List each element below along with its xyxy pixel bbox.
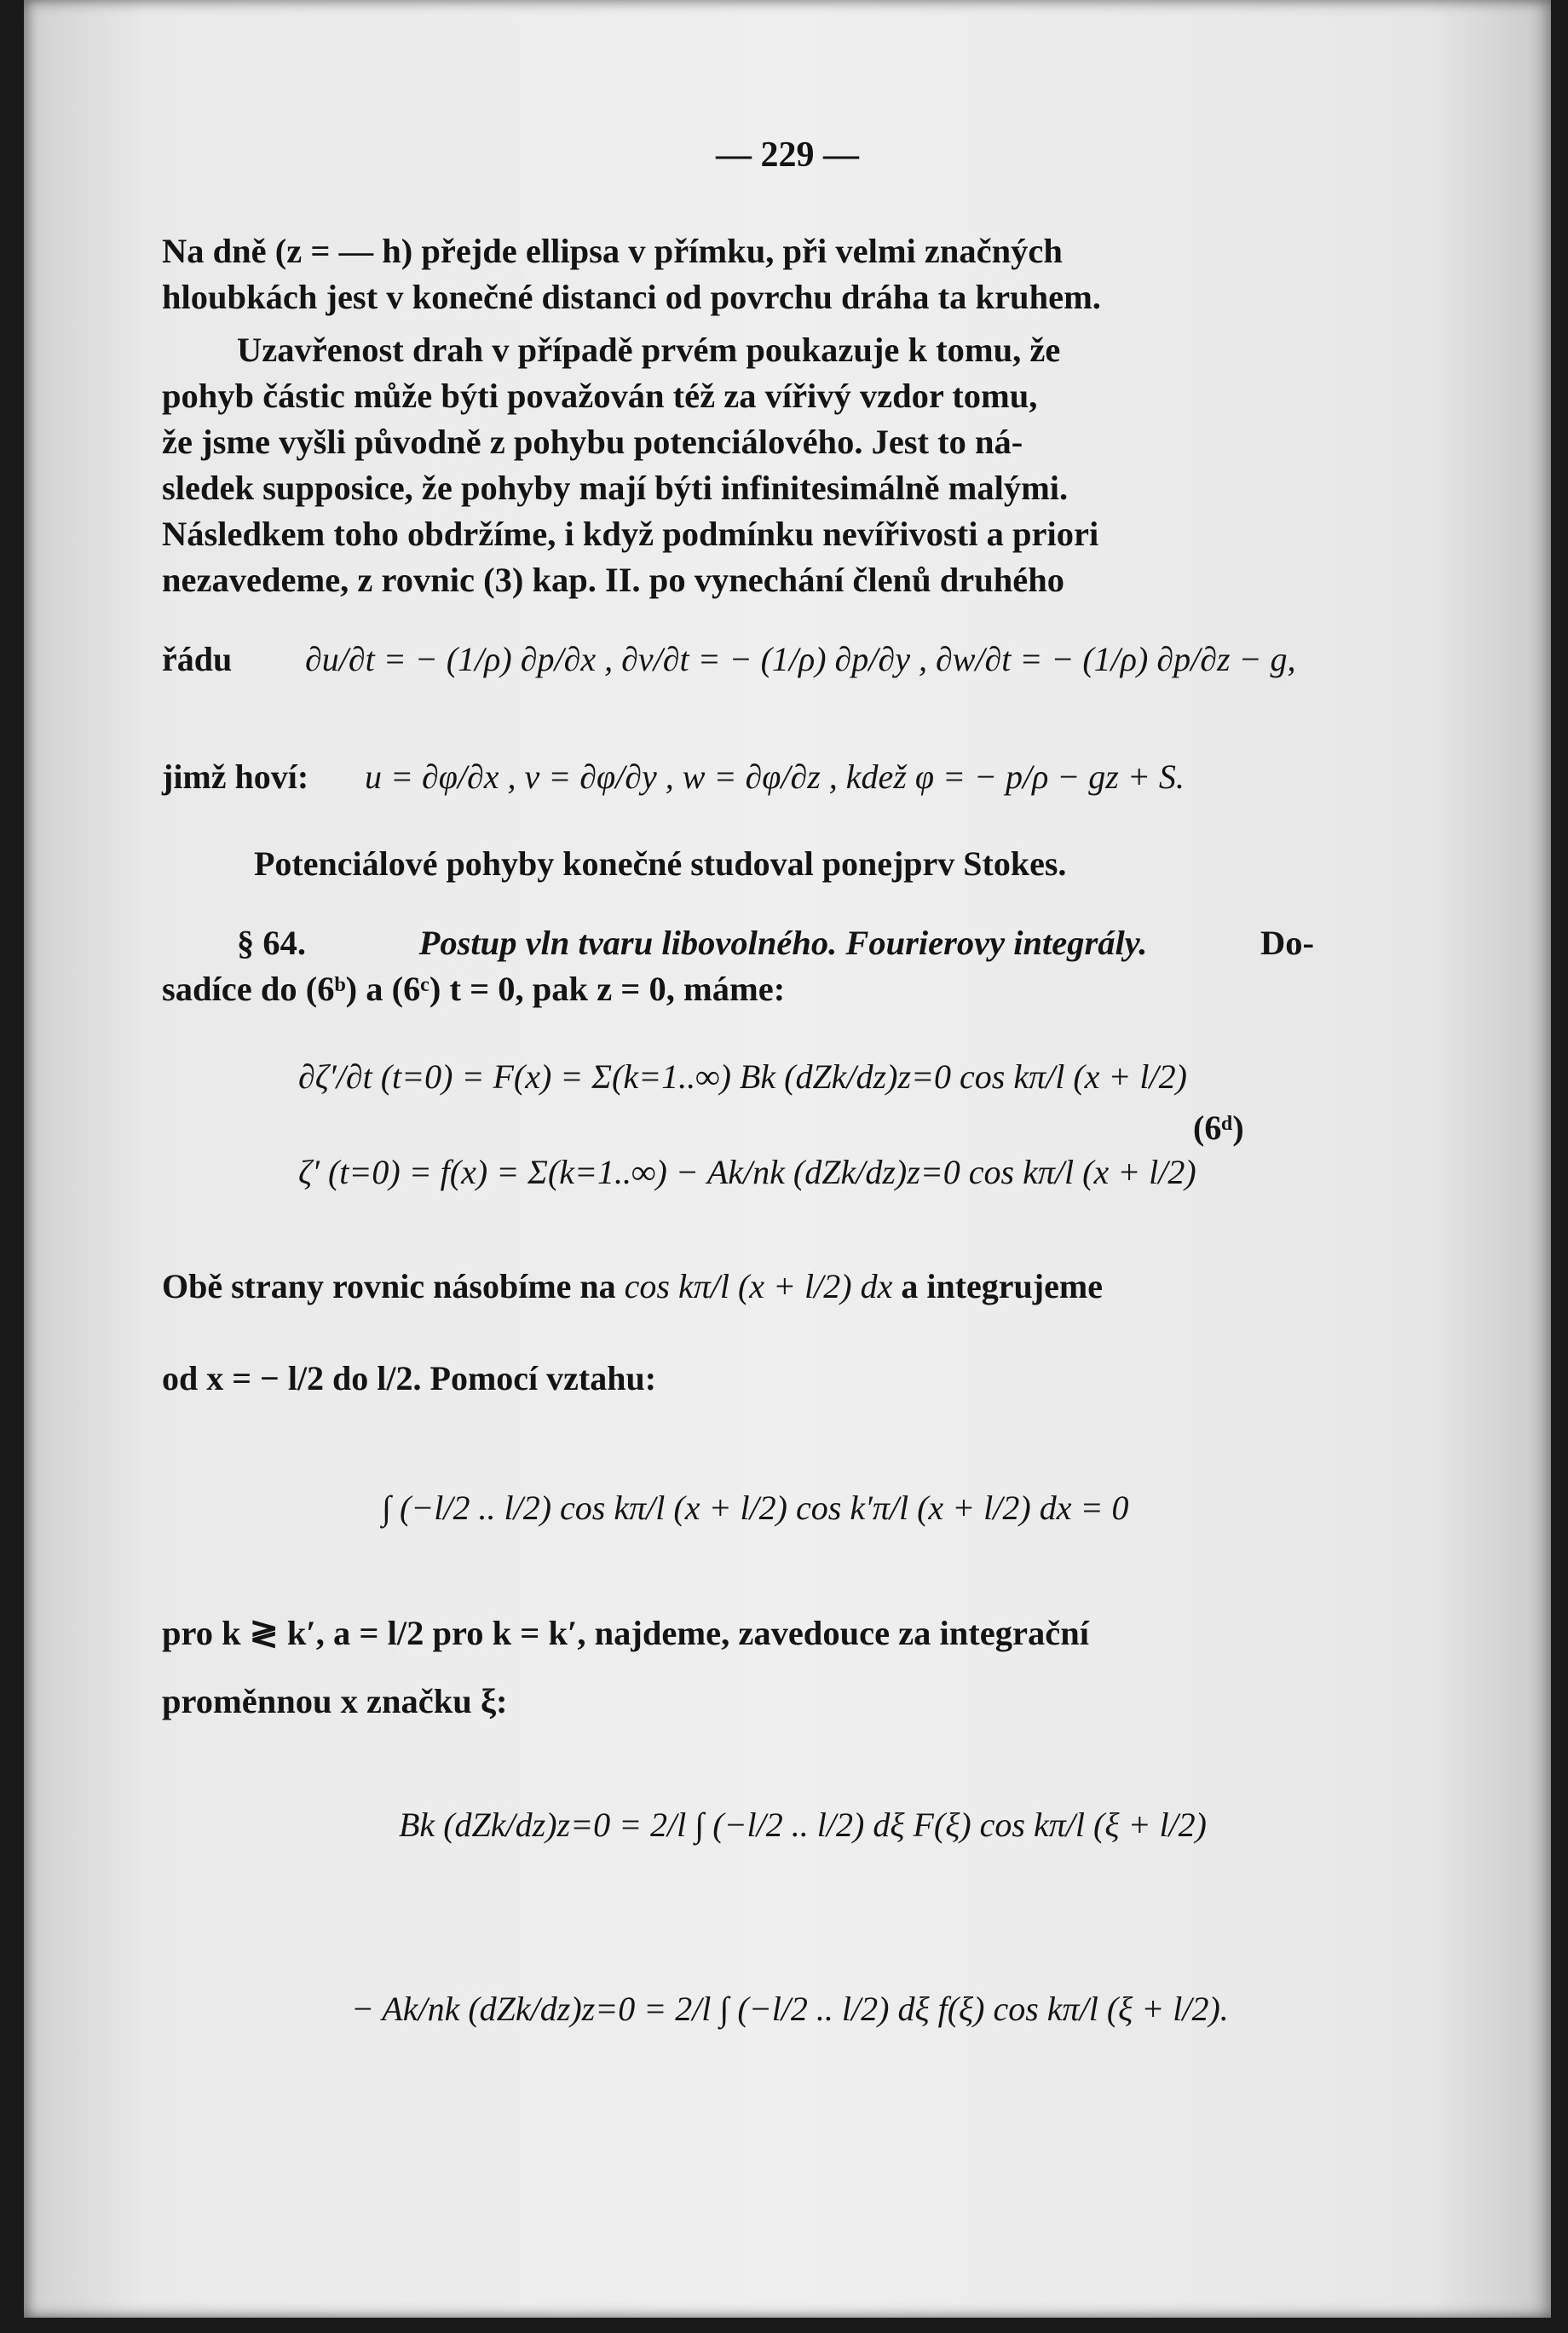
section-number: § 64.	[237, 924, 306, 962]
stokes-line: Potenciálové pohyby konečné studoval ponejprv Stokes.	[254, 844, 1067, 883]
section-title: Postup vln tvaru libovolného. Fourierovy integrály.	[418, 924, 1148, 962]
jimz-label: jimž hoví:	[162, 758, 309, 796]
text-line: hloubkách jest v konečné distanci od povrchu dráha ta kruhem.	[162, 278, 1101, 316]
orthogonality-integral: ∫ (−l/2 .. l/2) cos kπ/l (x + l/2) cos k′π/l (x + l/2) dx = 0	[382, 1489, 1129, 1527]
equation-Ak: − Ak/nk (dZk/dz)z=0 = 2/l ∫ (−l/2 .. l/2) dξ f(ξ) cos kπ/l (ξ + l/2).	[351, 1990, 1229, 2028]
text-line: sadíce do (6ᵇ) a (6ᶜ) t = 0, pak z = 0, máme:	[162, 970, 786, 1008]
text-line: Následkem toho obdržíme, i když podmínku nevířivosti a priori	[162, 515, 1099, 553]
equation-Bk: Bk (dZk/dz)z=0 = 2/l ∫ (−l/2 .. l/2) dξ F(ξ) cos kπ/l (ξ + l/2)	[399, 1806, 1207, 1844]
paragraph-pro	[162, 1610, 1314, 1725]
equation-6d-line-2: ζ′ (t=0) = f(x) = Σ(k=1..∞) − Ak/nk (dZk/dz)z=0 cos kπ/l (x + l/2)	[298, 1153, 1196, 1191]
paragraph-1	[162, 228, 1314, 320]
section-64	[162, 920, 1314, 1012]
page-number: — 229 —	[716, 135, 859, 175]
od-line: od x = − l/2 do l/2. Pomocí vztahu:	[162, 1359, 657, 1397]
text-line: proměnnou x značku ξ:	[162, 1682, 508, 1720]
text-line: Uzavřenost drah v případě prvém poukazuje k tomu, že	[237, 331, 1061, 369]
obe-line: Obě strany rovnic násobíme na cos kπ/l (x + l/2) dx a integrujeme	[162, 1267, 1103, 1305]
radu-label: řádu	[162, 640, 233, 678]
euler-equations: ∂u/∂t = − (1/ρ) ∂p/∂x , ∂v/∂t = − (1/ρ) ∂p/∂y , ∂w/∂t = − (1/ρ) ∂p/∂z − g,	[305, 640, 1296, 678]
text-line: že jsme vyšli původně z pohybu potenciálového. Jest to ná-	[162, 423, 1023, 461]
obe-math: cos kπ/l (x + l/2) dx	[624, 1267, 893, 1305]
book-page	[24, 0, 1551, 2318]
equation-6d-line-1: ∂ζ′/∂t (t=0) = F(x) = Σ(k=1..∞) Bk (dZk/dz)z=0 cos kπ/l (x + l/2)	[298, 1057, 1187, 1096]
potential-equations: u = ∂φ/∂x , v = ∂φ/∂y , w = ∂φ/∂z , kdež φ = − p/ρ − gz + S.	[365, 758, 1185, 796]
text-line: pohyb částic může býti považován též za vířivý vzdor tomu,	[162, 377, 1038, 415]
section-tail: Do-	[1260, 924, 1314, 962]
text-line: pro k ≷ k′, a = l/2 pro k = k′, najdeme, zavedouce za integrační	[162, 1614, 1090, 1652]
text-line: sledek supposice, že pohyby mají býti infinitesimálně malými.	[162, 469, 1069, 507]
text-line: Na dně (z = — h) přejde ellipsa v přímku, při velmi značných	[162, 232, 1063, 270]
paragraph-2	[162, 327, 1314, 603]
text-line: nezavedeme, z rovnic (3) kap. II. po vynechání členů druhého	[162, 561, 1065, 599]
equation-6d-label: (6ᵈ)	[1193, 1109, 1244, 1147]
